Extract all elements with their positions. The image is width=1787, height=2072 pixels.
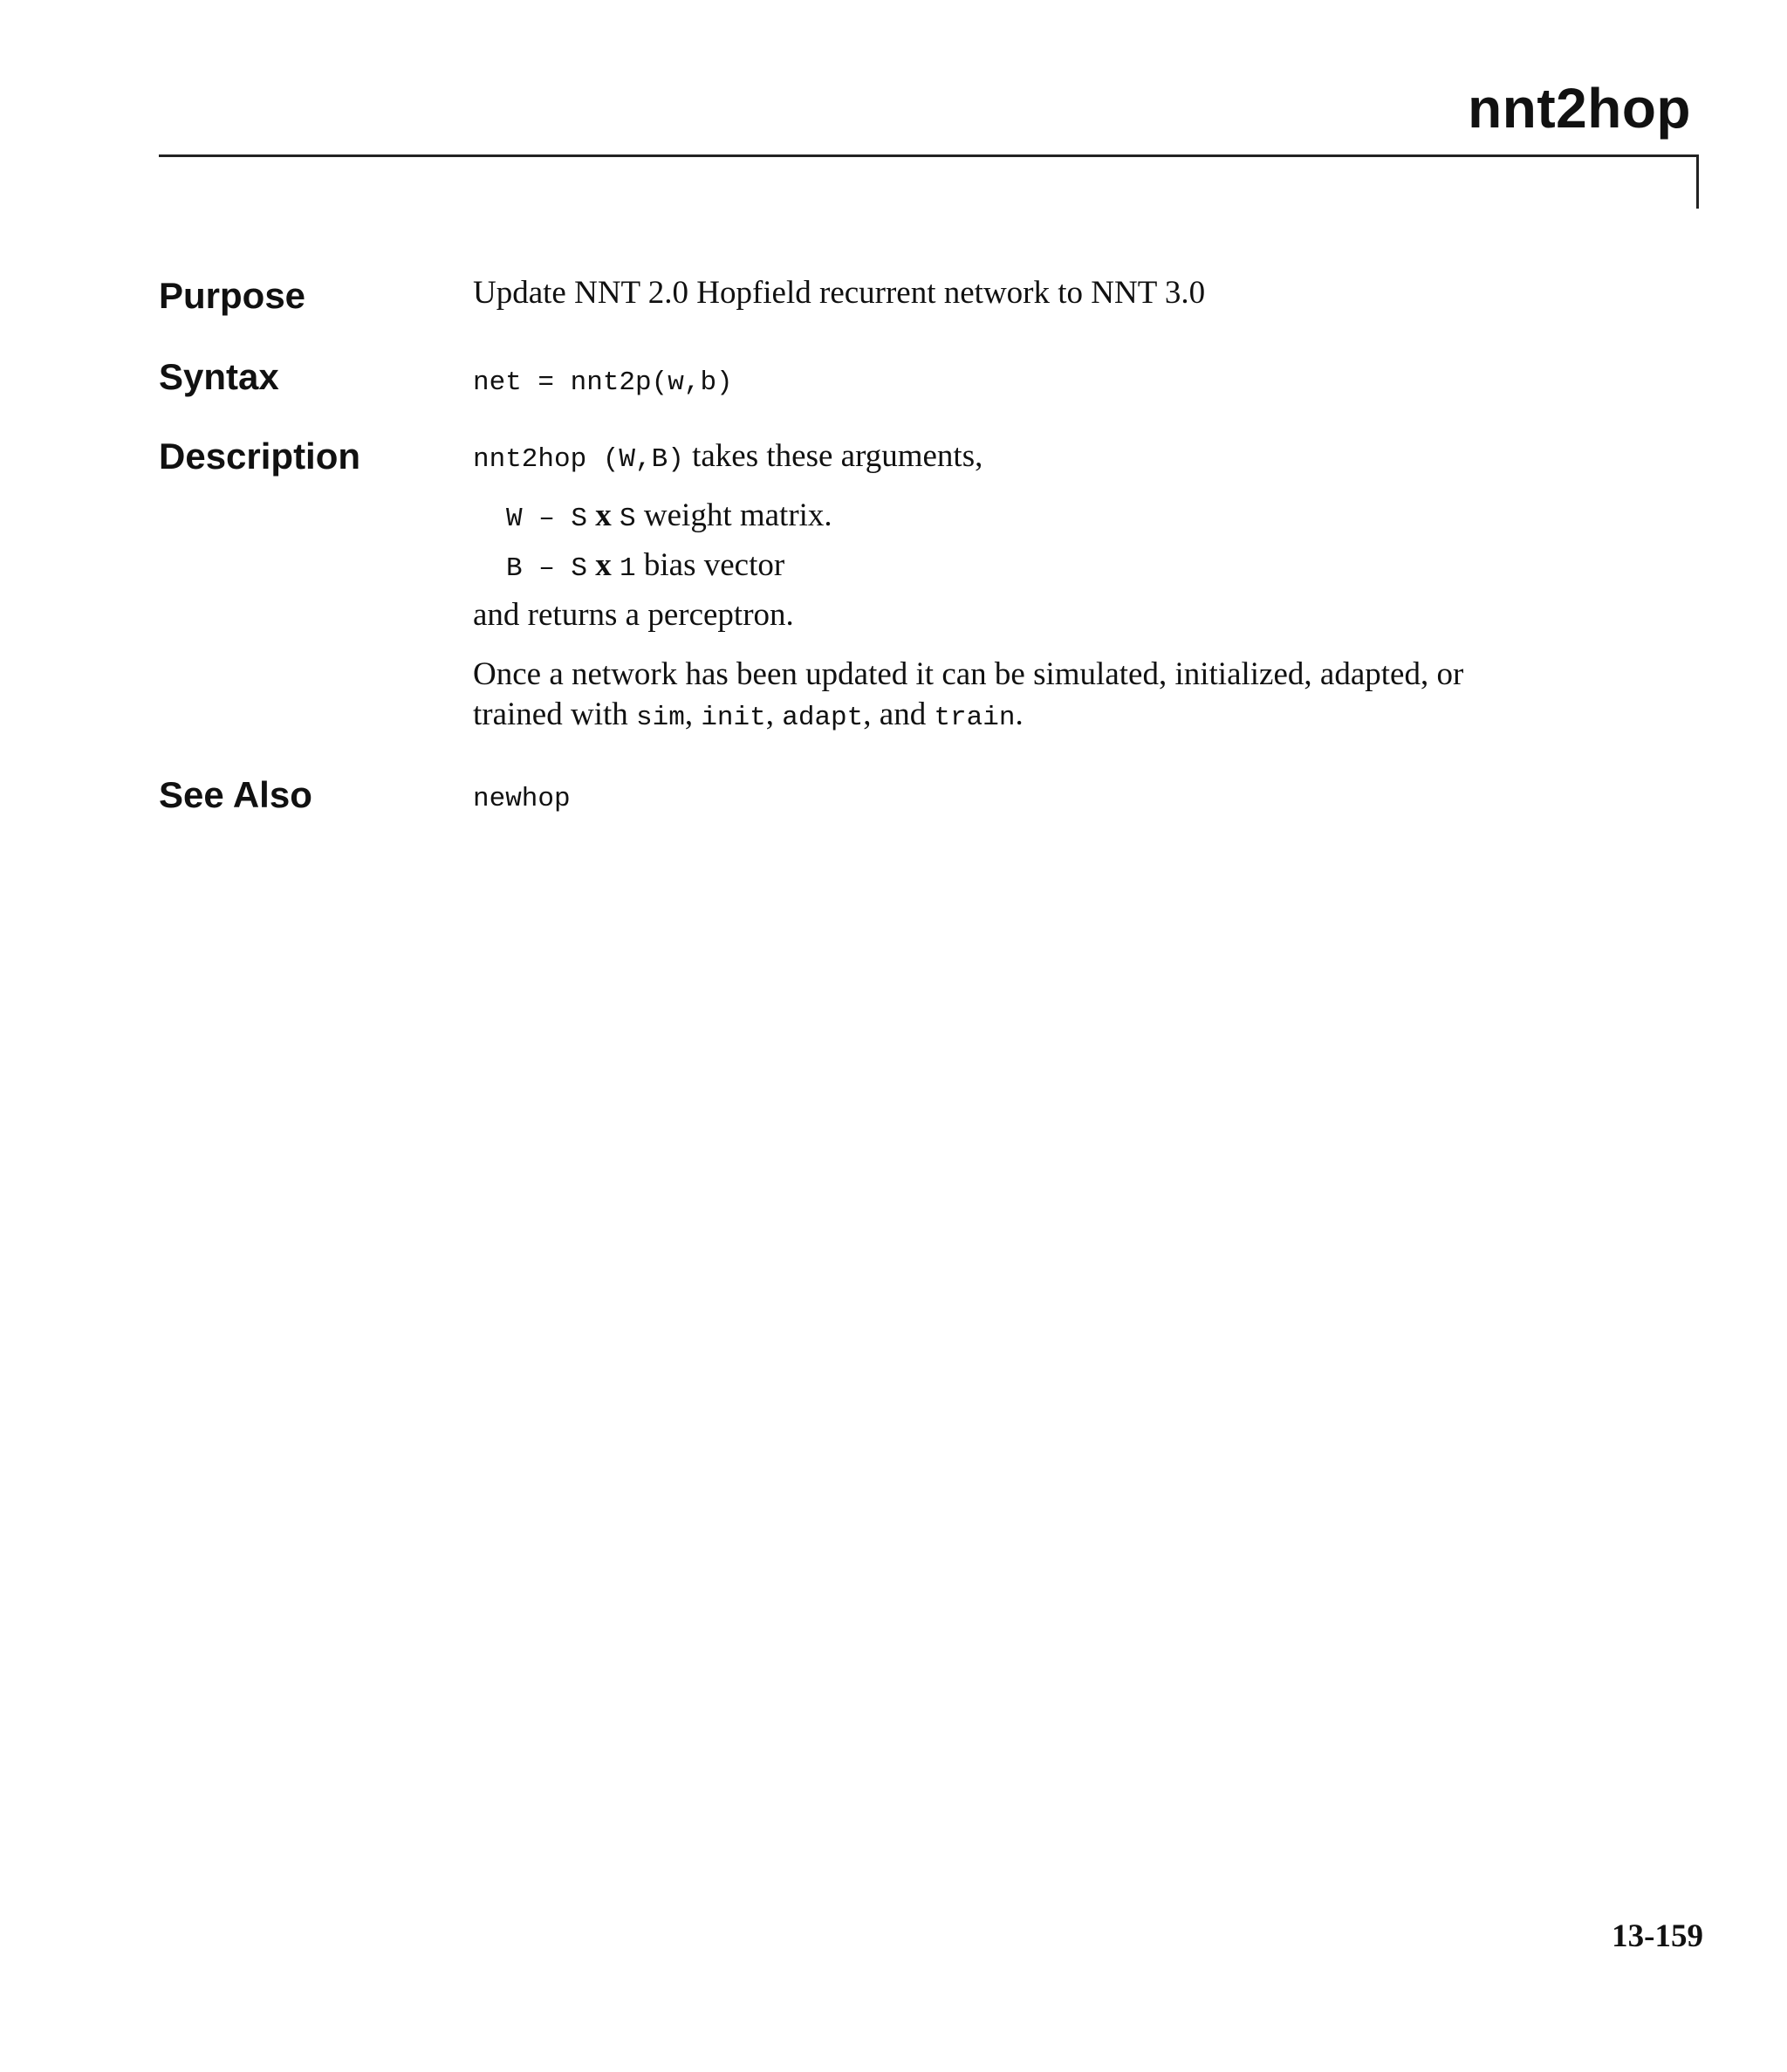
- argument-dim: S: [571, 504, 588, 534]
- description-paragraph-line-2: [473, 695, 1024, 738]
- description-call-code: nnt2hop (W,B): [473, 444, 684, 475]
- argument-x: x: [587, 497, 620, 533]
- purpose-heading: Purpose: [159, 275, 306, 316]
- argument-dash: –: [522, 504, 572, 534]
- argument-desc: weight matrix.: [635, 497, 832, 533]
- syntax-code: net = nnt2p(w,b): [473, 367, 733, 398]
- syntax-line: [473, 360, 733, 403]
- paragraph-end: .: [1015, 696, 1024, 732]
- separator: ,: [684, 696, 702, 732]
- argument-item-w: [506, 496, 832, 539]
- purpose-text: Update NNT 2.0 Hopfield recurrent network to NNT 3.0: [473, 275, 1206, 311]
- separator: ,: [765, 696, 783, 732]
- see-also-link-newhop[interactable]: newhop: [473, 784, 571, 814]
- argument-dim: S: [571, 553, 588, 584]
- argument-dim: S: [620, 504, 636, 534]
- page-title: nnt2hop: [1468, 77, 1691, 140]
- argument-name: W: [506, 504, 523, 534]
- argument-x: x: [587, 547, 620, 583]
- syntax-heading: Syntax: [159, 356, 279, 397]
- description-call-line: [473, 436, 983, 480]
- paragraph-prefix: trained with: [473, 696, 637, 732]
- description-paragraph-line-1: Once a network has been updated it can be simulated, initialized, adapted, or: [473, 656, 1464, 692]
- separator: , and: [863, 696, 935, 732]
- header-rule: [159, 154, 1698, 157]
- argument-item-b: [506, 545, 784, 589]
- function-adapt: adapt: [782, 703, 864, 733]
- argument-dim: 1: [620, 553, 636, 584]
- description-call-text: takes these arguments,: [683, 438, 983, 474]
- function-train: train: [934, 703, 1016, 733]
- description-heading: Description: [159, 436, 361, 477]
- function-init: init: [701, 703, 766, 733]
- returns-text: and returns a perceptron.: [473, 597, 794, 633]
- see-also-line: [473, 776, 571, 820]
- header-rule-tick: [1696, 154, 1699, 209]
- argument-dash: –: [522, 553, 572, 584]
- argument-desc: bias vector: [635, 547, 785, 583]
- page-number: 13-159: [1612, 1918, 1703, 1954]
- see-also-heading: See Also: [159, 774, 312, 815]
- function-sim: sim: [636, 703, 685, 733]
- argument-name: B: [506, 553, 523, 584]
